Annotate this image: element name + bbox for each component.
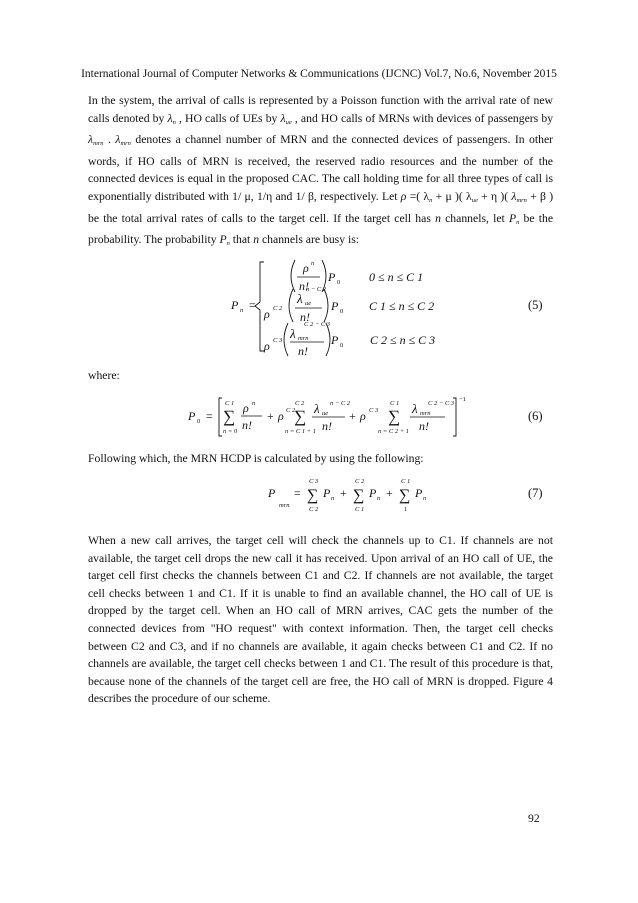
subscript: n <box>226 240 230 248</box>
symbol-lambda: λ <box>88 133 94 147</box>
eq6-rho: ρ <box>243 401 249 415</box>
eq6-denominator: n! <box>419 419 429 433</box>
eq7-number: (7) <box>528 486 543 500</box>
text-segment: , and HO calls of MRNs with devices of passengers by <box>294 111 554 125</box>
text-segment: and <box>275 189 293 203</box>
text-segment: , <box>250 189 254 203</box>
text-segment: In the system, the arrival of calls is represented by a Poisson function with the arrival rate of new calls denoted by <box>88 94 553 125</box>
text-segment: ) be the total arrival rates of calls to the target cell. If the target cell has <box>88 189 554 225</box>
eq6-lambda: λ <box>314 401 320 416</box>
math-inline: + <box>481 189 488 203</box>
eq5-lhs-sub: n <box>240 307 244 314</box>
eq5-rho-exp3: C 3 <box>273 337 283 344</box>
symbol-lambda: λ <box>167 111 173 125</box>
subscript: n <box>429 196 433 204</box>
eq5-denominator: n! <box>299 279 309 293</box>
eq5-lambda: λ <box>290 326 296 341</box>
eq6-sum1-bot: n = 0 <box>223 428 238 435</box>
symbol-p: P <box>219 233 227 247</box>
eq7-sigma: ∑ <box>353 487 365 504</box>
eq6-sum2-top: C 2 <box>295 400 305 407</box>
eq6-plus: + <box>267 409 274 423</box>
eq5-p0: P <box>328 270 336 284</box>
eq7-equals: = <box>294 486 301 500</box>
eq5-lambda: λ <box>297 291 303 306</box>
eq5-cond2: C 1 ≤ n ≤ C 2 <box>369 299 435 313</box>
eq5-paren <box>284 323 288 356</box>
eq6-sum3-bot: n = C 2 + 1 <box>378 428 409 435</box>
equation-6 <box>187 396 543 436</box>
eq5-p0-sub: 0 <box>340 342 344 349</box>
eq6-bracket-left <box>219 398 222 436</box>
eq7-plus: + <box>386 486 393 500</box>
eq5-p0: P <box>331 333 339 347</box>
math-inline: + <box>435 189 443 203</box>
eq6-number: (6) <box>528 409 543 423</box>
eq5-cond3: C 2 ≤ n ≤ C 3 <box>370 333 436 347</box>
equation-7 <box>267 478 543 513</box>
subscript: ue <box>471 196 478 204</box>
eq5-p0-sub: 0 <box>337 279 341 286</box>
eq7-sigma: ∑ <box>307 487 319 504</box>
subscript: mrn <box>516 196 527 204</box>
eq7-term-sub: n <box>377 495 381 502</box>
equation-5 <box>230 260 543 358</box>
page-number: 92 <box>528 812 540 825</box>
journal-header: International Journal of Computer Networks & Communications (IJCNC) Vol.7, No.6, November 2015 <box>81 68 557 80</box>
eq7-sigma: ∑ <box>399 487 411 504</box>
subscript: n <box>516 218 520 226</box>
eq5-exp1: n <box>311 260 315 267</box>
text-segment: , respectively. Let <box>313 189 398 203</box>
eq6-sigma: ∑ <box>294 407 307 426</box>
following-sentence: Following which, the MRN HCDP is calculated by using the following: <box>88 452 424 465</box>
eq6-sub-ue: ue <box>322 410 329 417</box>
symbol-lambda: λ <box>280 111 286 125</box>
eq6-equals: = <box>206 409 213 423</box>
eq5-paren <box>289 289 293 322</box>
eq7-term: P <box>323 486 331 500</box>
eq6-rho-exp3: C 3 <box>369 407 379 414</box>
eq5-paren <box>291 260 295 292</box>
eq5-rho-exp2: C 2 <box>273 305 283 312</box>
text-segment: be the probability. The probability <box>88 211 554 247</box>
eq5-cond1: 0 ≤ n ≤ C 1 <box>369 270 424 284</box>
eq6-rho: ρ <box>278 409 284 423</box>
eq7-sum3-bot: 1 <box>404 506 408 513</box>
eq5-p0: P <box>331 299 339 313</box>
symbol-n: n <box>253 233 260 247</box>
eq6-lhs-sub: 0 <box>197 418 201 425</box>
eq6-lhs: P <box>188 409 196 423</box>
eq7-sum2-top: C 2 <box>355 478 365 485</box>
eq7-sum2-bot: C 1 <box>355 506 365 513</box>
eq5-sub-ue: ue <box>305 300 312 307</box>
eq6-lambda: λ <box>412 401 418 416</box>
text-segment: . <box>108 133 111 147</box>
eq6-sub-mrn: mrn <box>420 410 431 417</box>
eq5-brace <box>255 262 264 351</box>
eq7-sum1-bot: C 2 <box>309 506 319 513</box>
eq5-paren <box>324 289 328 322</box>
eq5-rho: ρ <box>264 339 270 353</box>
eq6-sigma: ∑ <box>223 407 236 426</box>
symbol-rho: ρ <box>400 189 407 203</box>
symbol-n: n <box>435 211 441 225</box>
eq7-sum3-top: C 1 <box>401 478 411 485</box>
eq5-denominator: n! <box>298 344 308 358</box>
eq7-plus: + <box>340 486 347 500</box>
subscript: mrn <box>93 140 104 148</box>
symbol-lambda: λ <box>511 189 517 203</box>
eq5-sub-mrn: mrn <box>298 335 309 342</box>
eq7-sum1-top: C 3 <box>309 478 319 485</box>
eq7-term-sub: n <box>423 495 427 502</box>
text-segment: channels are busy is: <box>262 233 360 247</box>
eq6-exp1: n <box>252 400 256 407</box>
text-segment: , HO calls of UEs by <box>178 111 278 125</box>
text-segment: that <box>232 233 251 247</box>
paragraph-procedure: When a new call arrives, the target cell will check the channels up to C1. If channels are not available, the target cell drops the new call it has received. Upon arrival of an HO call of UE, the target cell first checks the channels between C1 and C2. If channels are not available, the target cell checks between 1 and C1. If it is unable to find an available channel, the HO call of UE is dropped by the target cell. When an HO call of MRN arrives, CAC gets the number of the connected devices from "HO request" with context information. Then, the target cell checks between C2 and C3, and if no channels are available, it again checks between C1 and C2. If no channels are available, the target cell checks between 1 and C1. The result of this procedure is that, because none of the channels of the target cell are free, the HO call of MRN is dropped. Figure 4 describes the procedure of our scheme. <box>88 534 553 706</box>
eq6-plus: + <box>349 409 356 423</box>
subscript: ue <box>285 118 292 126</box>
math-inline: =( λ <box>409 189 430 203</box>
eq7-term: P <box>369 486 377 500</box>
eq6-sigma: ∑ <box>388 407 401 426</box>
eq5-lhs: P <box>231 298 239 312</box>
eq6-sum1-top: C 1 <box>225 400 235 407</box>
eq6-denominator: n! <box>242 418 252 432</box>
eq5-exp2: n − C 2 <box>306 286 327 293</box>
math-inline: μ )( λ <box>445 189 472 203</box>
symbol-lambda: λ <box>115 133 121 147</box>
text-segment: channels, let <box>445 211 505 225</box>
math-inline: + β <box>530 189 546 203</box>
text-segment: denotes a channel number of MRN and the connected devices of passengers. In other words, if HO calls of MRN is received, the reserved radio resources and the number of the connected devices is equal in the proposed CAC. The call holding time for all three types of call is exponentially distributed with <box>88 133 554 203</box>
subscript: mrn <box>120 140 131 148</box>
math-inline: 1/ μ <box>232 189 251 203</box>
eq6-exp3: C 2 − C 3 <box>428 400 455 407</box>
math-inline: 1/ β <box>295 189 314 203</box>
eq6-denominator: n! <box>322 419 332 433</box>
math-inline: 1/η <box>256 189 273 203</box>
eq5-equals: = <box>249 298 256 312</box>
eq7-lhs-sub: mrn <box>279 502 290 509</box>
eq6-rho-exp2: C 2 <box>286 407 296 414</box>
eq6-outer-exp: −1 <box>459 396 466 403</box>
eq5-denominator: n! <box>300 310 310 324</box>
eq5-rho: ρ <box>303 261 309 275</box>
eq5-number: (5) <box>528 298 543 312</box>
math-inline: η )( <box>490 189 509 203</box>
eq6-exp2: n − C 2 <box>330 400 351 407</box>
eq5-exp3: C 2 − C 3 <box>304 321 331 328</box>
eq6-rho: ρ <box>360 409 366 423</box>
symbol-p: P <box>508 211 517 225</box>
eq5-rho: ρ <box>264 307 270 321</box>
eq6-sum2-bot: n = C 1 + 1 <box>285 428 316 435</box>
eq5-p0-sub: 0 <box>340 308 344 315</box>
where-label: where: <box>88 369 120 382</box>
eq7-lhs: P <box>268 486 276 500</box>
eq7-term: P <box>415 486 423 500</box>
eq6-sum3-top: C 1 <box>390 400 400 407</box>
eq7-term-sub: n <box>331 495 335 502</box>
subscript: n <box>172 118 176 126</box>
